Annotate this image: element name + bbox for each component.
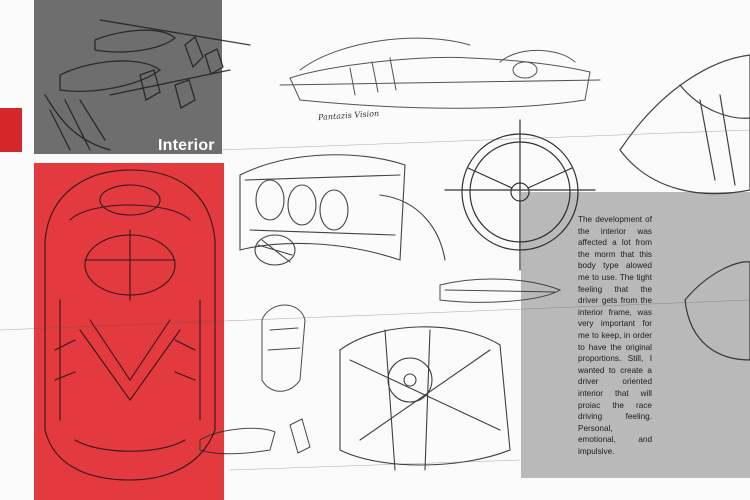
section-title: Interior [158, 137, 215, 154]
sketch-steering-wheel [445, 120, 595, 270]
sketch-small-parts [200, 279, 560, 454]
sketch-dashboard [240, 155, 445, 265]
designer-signature: Pantazis Vision [317, 108, 380, 123]
sketch-side-view [280, 38, 600, 108]
sketch-bottom-interior [340, 327, 510, 470]
body-paragraph: The development of the interior was affected a lot from the morm that this body type alowed me to use. The tight feeling that the driver gets from the interior frame, was very important for me to keep, in order to have the original proportions. Still, I wanted to create a driver oriented interior that will proiac the race driving feeling. Personal, emotional, and impulsive. [578, 215, 652, 456]
sketch-top-left [45, 20, 250, 150]
